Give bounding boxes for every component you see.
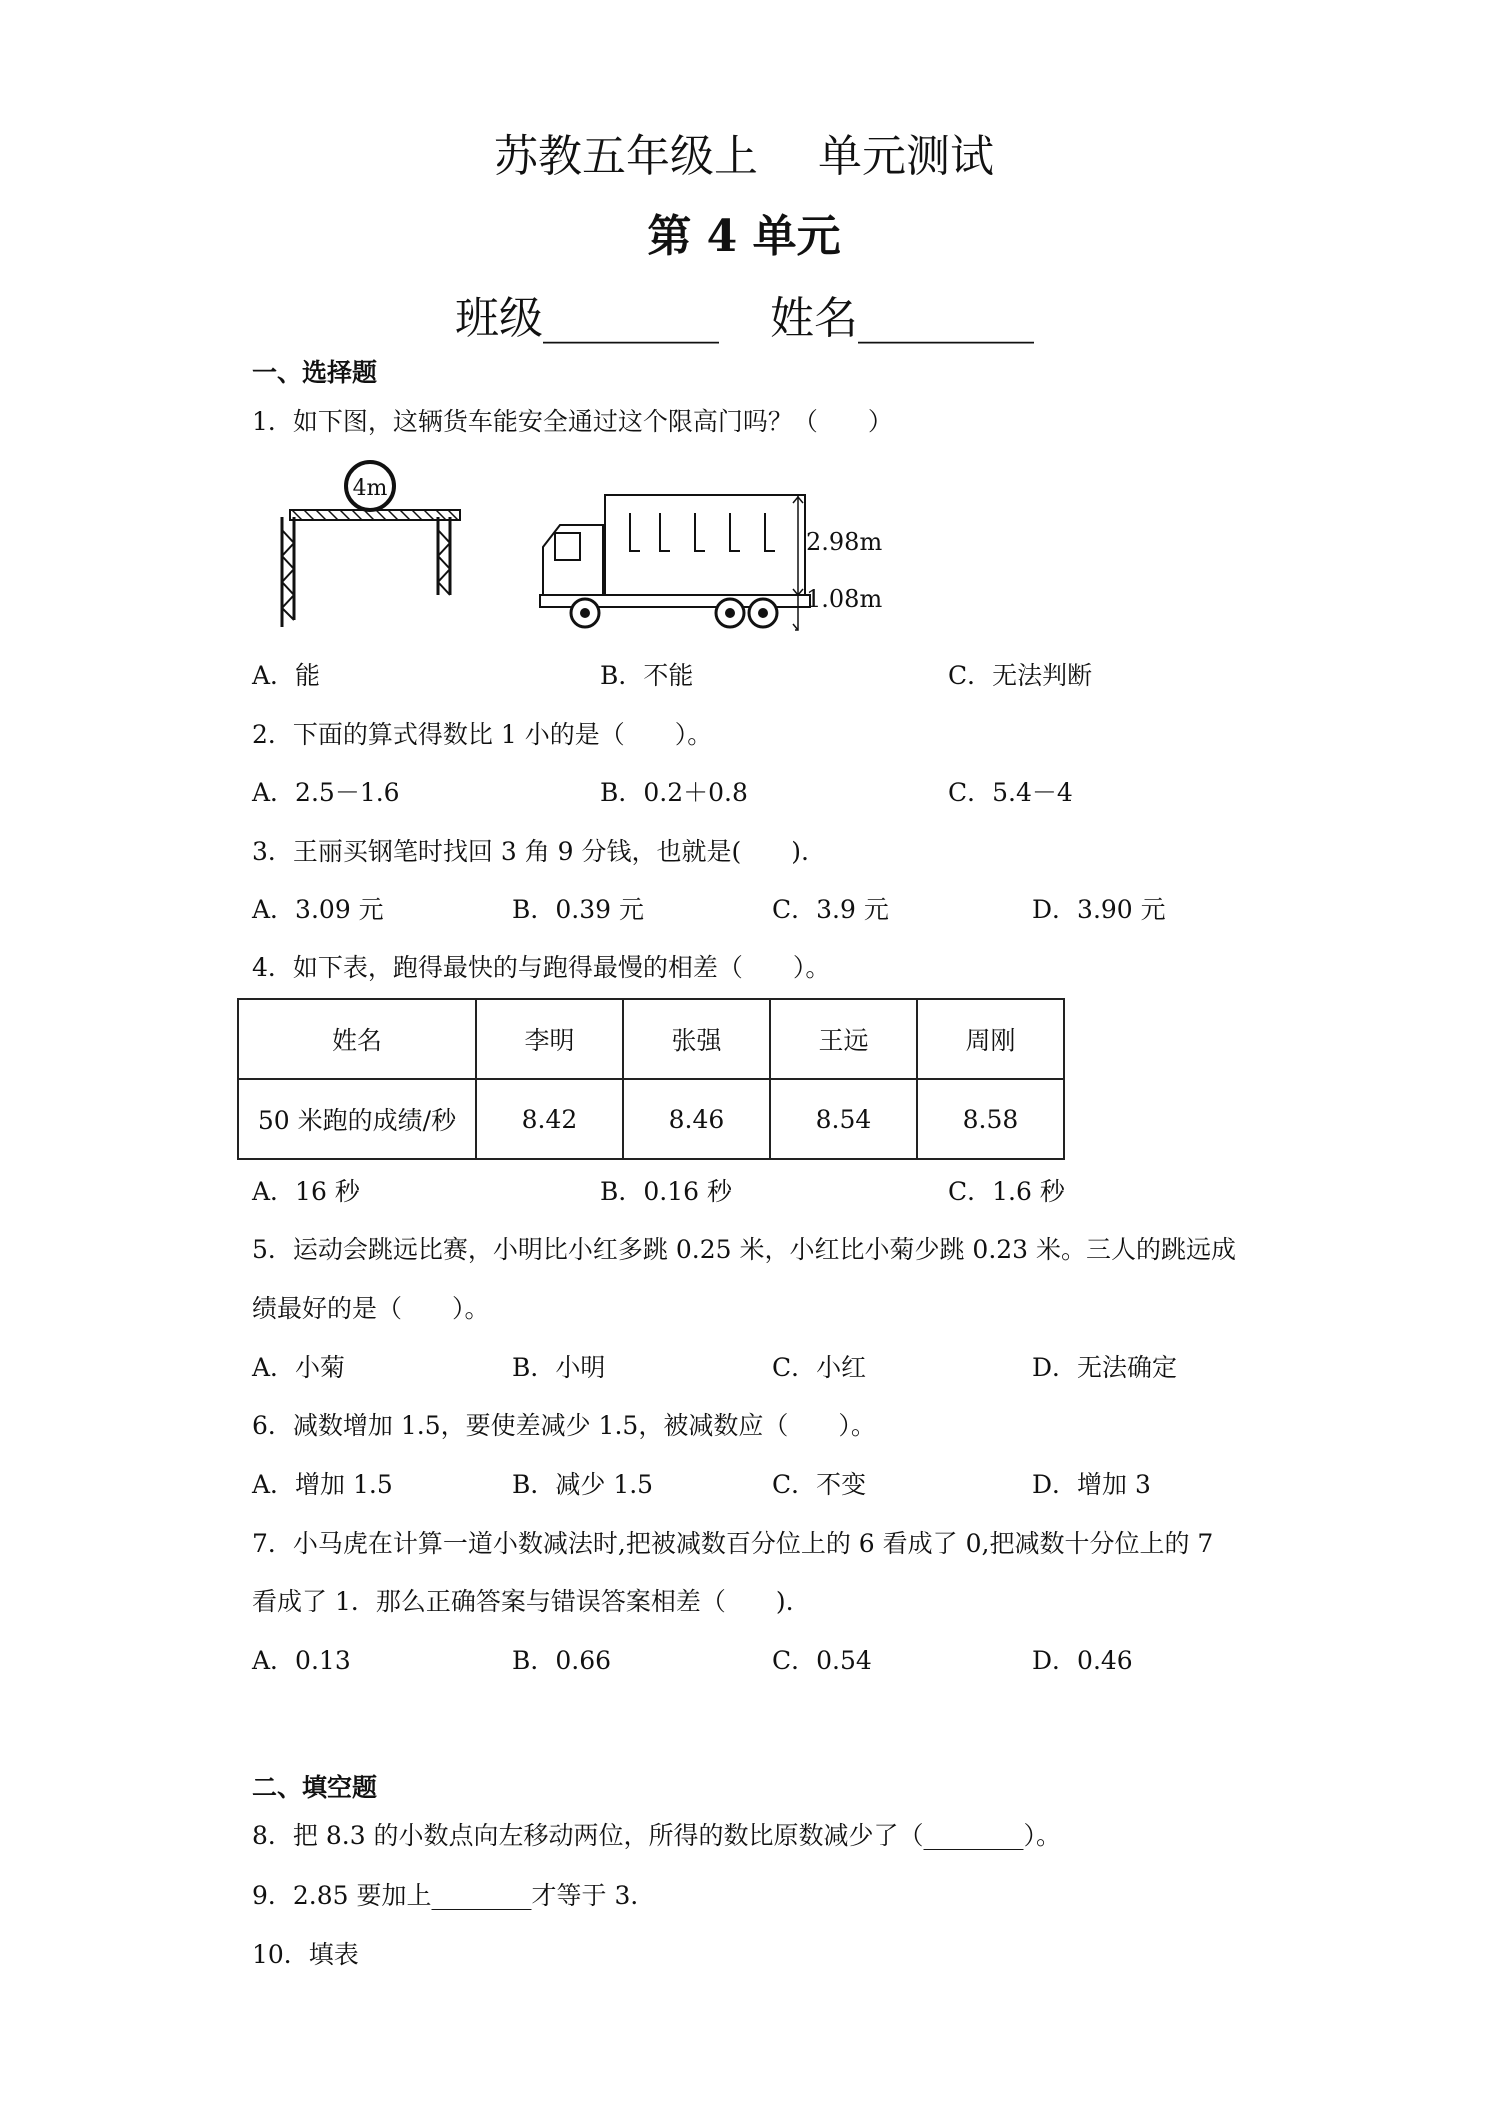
table-cell: 8.54	[770, 1079, 917, 1159]
q5-option-a[interactable]: A．小菊	[252, 1353, 346, 1382]
truck-figure	[535, 485, 895, 635]
title-grade: 苏教五年级上	[494, 131, 758, 182]
q2-option-a[interactable]: A．2.5－1.6	[252, 778, 400, 807]
table-header-cell: 王远	[770, 999, 917, 1079]
q2-option-b[interactable]: B．0.2＋0.8	[600, 778, 748, 807]
q3-option-c[interactable]: C．3.9 元	[772, 895, 889, 924]
page-title	[0, 120, 1488, 184]
q7-option-c[interactable]: C．0.54	[772, 1646, 872, 1675]
table-row	[238, 1079, 1064, 1159]
table-cell: 8.46	[623, 1079, 770, 1159]
table-row	[238, 999, 1064, 1079]
q1-option-c[interactable]: C．无法判断	[948, 661, 1093, 690]
class-field-label: 班级________	[455, 293, 719, 344]
running-results-table	[237, 998, 1065, 1160]
name-field-label: 姓名________	[770, 293, 1034, 344]
q4-option-c[interactable]: C．1.6 秒	[948, 1177, 1065, 1206]
question-10: 10．填表	[252, 1940, 359, 1969]
upper-height-label: 2.98m	[806, 528, 883, 556]
question-7-line-2: 看成了 1．那么正确答案与错误答案相差（ ).	[252, 1587, 794, 1616]
q1-option-b[interactable]: B．不能	[600, 661, 694, 690]
q1-option-a[interactable]: A．能	[252, 661, 321, 690]
q2-option-c[interactable]: C．5.4－4	[948, 778, 1073, 807]
lower-height-label: 1.08m	[806, 585, 883, 613]
q3-option-a[interactable]: A．3.09 元	[252, 895, 384, 924]
table-header-cell: 李明	[476, 999, 623, 1079]
q7-option-b[interactable]: B．0.66	[512, 1646, 612, 1675]
q6-option-a[interactable]: A．增加 1.5	[252, 1470, 393, 1499]
gate-height-label: 4m	[352, 476, 388, 501]
question-6: 6．减数增加 1.5，要使差减少 1.5，被减数应（ ）。	[252, 1411, 876, 1440]
height-limit-gate-figure	[270, 455, 470, 635]
q3-option-b[interactable]: B．0.39 元	[512, 895, 644, 924]
question-5-line-2: 绩最好的是（ ）。	[252, 1294, 490, 1323]
q3-option-d[interactable]: D．3.90 元	[1032, 895, 1166, 924]
question-7-line-1: 7．小马虎在计算一道小数减法时,把被减数百分位上的 6 看成了 0,把减数十分位上的 7	[252, 1529, 1214, 1558]
q7-option-d[interactable]: D．0.46	[1032, 1646, 1133, 1675]
q5-option-d[interactable]: D．无法确定	[1032, 1353, 1178, 1382]
table-header-cell: 周刚	[917, 999, 1064, 1079]
question-4: 4．如下表，跑得最快的与跑得最慢的相差（ ）。	[252, 953, 831, 982]
question-8: 8．把 8.3 的小数点向左移动两位，所得的数比原数减少了（________）。	[252, 1821, 1062, 1850]
q5-option-b[interactable]: B．小明	[512, 1353, 606, 1382]
q5-option-c[interactable]: C．小红	[772, 1353, 867, 1382]
question-2: 2．下面的算式得数比 1 小的是（ ）。	[252, 720, 713, 749]
q6-option-d[interactable]: D．增加 3	[1032, 1470, 1151, 1499]
q7-option-a[interactable]: A．0.13	[252, 1646, 351, 1675]
question-5-line-1: 5．运动会跳远比赛，小明比小红多跳 0.25 米，小红比小菊少跳 0.23 米。三人的跳远成	[252, 1235, 1237, 1264]
section-heading-fill-in: 二、填空题	[252, 1773, 378, 1802]
table-cell: 8.42	[476, 1079, 623, 1159]
q6-option-c[interactable]: C．不变	[772, 1470, 867, 1499]
question-9: 9．2.85 要加上________才等于 3．	[252, 1881, 656, 1910]
question-3: 3．王丽买钢笔时找回 3 角 9 分钱，也就是( ).	[252, 837, 809, 866]
table-header-cell: 张强	[623, 999, 770, 1079]
question-1: 1．如下图，这辆货车能安全通过这个限高门吗？（ ）	[252, 407, 893, 436]
q4-option-b[interactable]: B．0.16 秒	[600, 1177, 732, 1206]
unit-subtitle: 第 4 单元	[647, 211, 841, 262]
q4-option-a[interactable]: A．16 秒	[252, 1177, 360, 1206]
table-cell: 50 米跑的成绩/秒	[238, 1079, 476, 1159]
q6-option-b[interactable]: B．减少 1.5	[512, 1470, 654, 1499]
table-header-cell: 姓名	[238, 999, 476, 1079]
title-test: 单元测试	[818, 131, 994, 182]
table-cell: 8.58	[917, 1079, 1064, 1159]
section-heading-choice: 一、选择题	[252, 358, 378, 387]
